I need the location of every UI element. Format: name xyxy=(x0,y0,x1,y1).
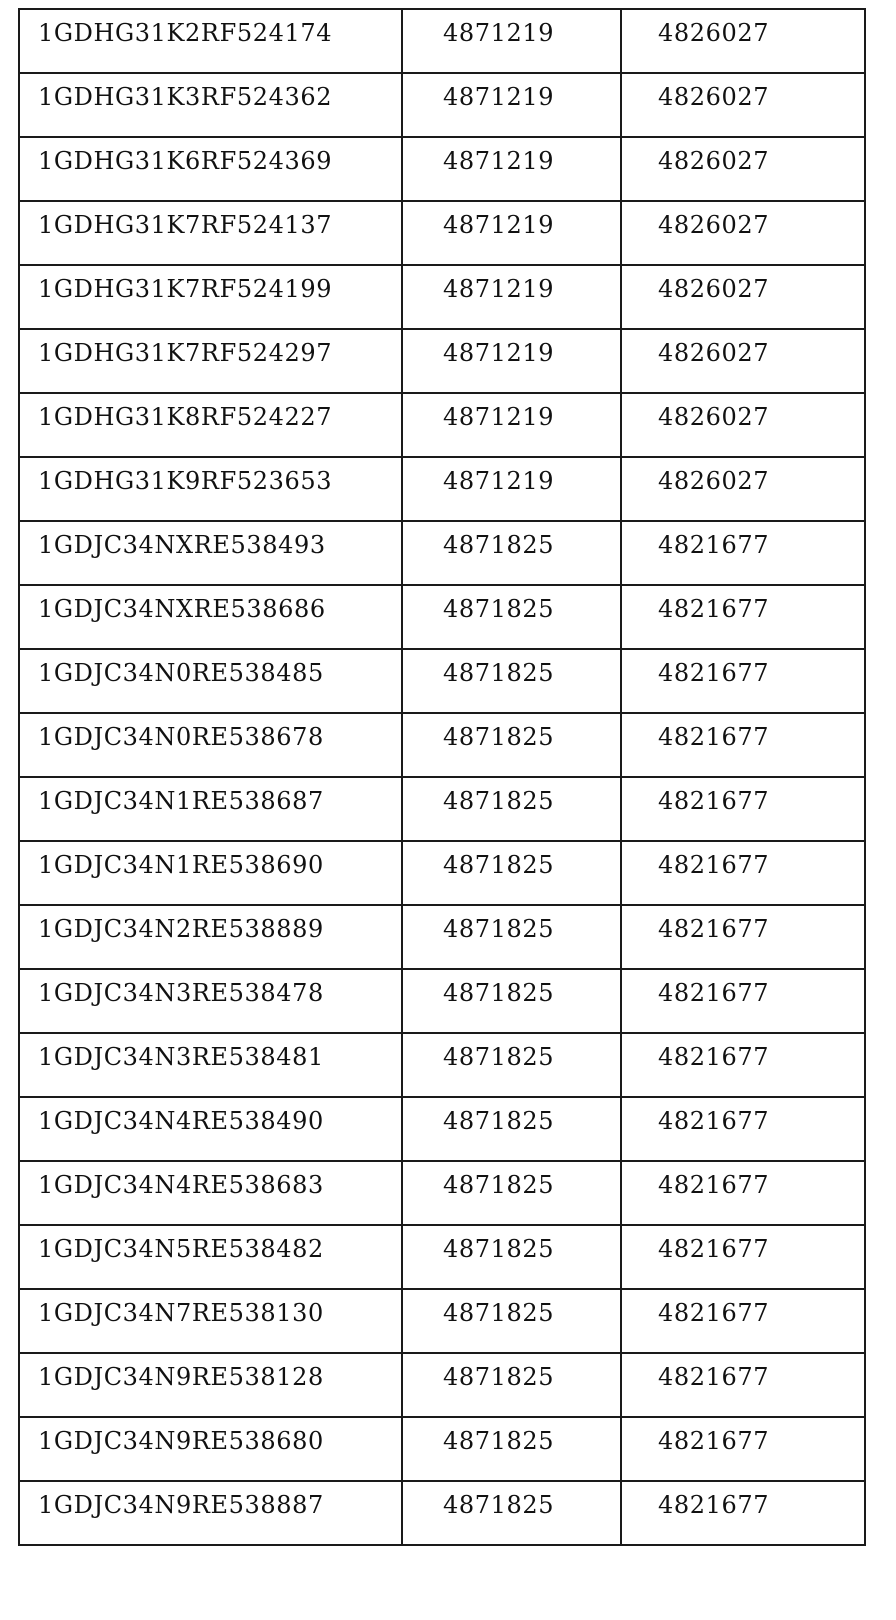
second-number-cell xyxy=(621,1353,865,1417)
cell-text: 4821677 xyxy=(658,1299,770,1327)
second-number-cell xyxy=(621,457,865,521)
vin-cell xyxy=(19,1033,402,1097)
first-number-cell xyxy=(402,1353,621,1417)
cell-text: 4821677 xyxy=(658,1171,770,1199)
table-row xyxy=(19,969,865,1033)
document-page xyxy=(18,8,864,1546)
table-row xyxy=(19,1097,865,1161)
first-number-cell xyxy=(402,73,621,137)
table-row xyxy=(19,1353,865,1417)
cell-text: 4871219 xyxy=(443,467,555,495)
cell-text: 4826027 xyxy=(658,403,770,431)
cell-text: 1GDJC34NXRE538493 xyxy=(38,531,326,559)
first-number-cell xyxy=(402,713,621,777)
cell-text: 4871825 xyxy=(443,851,555,879)
cell-text: 4821677 xyxy=(658,1235,770,1263)
first-number-cell xyxy=(402,841,621,905)
cell-text: 4821677 xyxy=(658,1043,770,1071)
vin-cell xyxy=(19,905,402,969)
vin-cell xyxy=(19,777,402,841)
vin-cell xyxy=(19,457,402,521)
table-row xyxy=(19,713,865,777)
vin-cell xyxy=(19,585,402,649)
table-row xyxy=(19,521,865,585)
first-number-cell xyxy=(402,905,621,969)
second-number-cell xyxy=(621,201,865,265)
vin-cell xyxy=(19,1289,402,1353)
cell-text: 4871825 xyxy=(443,979,555,1007)
cell-text: 1GDJC34N3RE538478 xyxy=(38,979,324,1007)
vin-cell xyxy=(19,329,402,393)
cell-text: 4821677 xyxy=(658,1427,770,1455)
second-number-cell xyxy=(621,649,865,713)
cell-text: 1GDJC34N0RE538485 xyxy=(38,659,324,687)
table-row xyxy=(19,1161,865,1225)
vin-cell xyxy=(19,1097,402,1161)
vin-cell xyxy=(19,1353,402,1417)
cell-text: 4871219 xyxy=(443,275,555,303)
cell-text: 4871219 xyxy=(443,211,555,239)
table-row xyxy=(19,1481,865,1545)
cell-text: 4826027 xyxy=(658,275,770,303)
vin-cell xyxy=(19,521,402,585)
cell-text: 4821677 xyxy=(658,1107,770,1135)
cell-text: 1GDJC34N4RE538490 xyxy=(38,1107,324,1135)
cell-text: 1GDJC34N9RE538680 xyxy=(38,1427,324,1455)
first-number-cell xyxy=(402,1289,621,1353)
first-number-cell xyxy=(402,9,621,73)
first-number-cell xyxy=(402,1417,621,1481)
table-row xyxy=(19,393,865,457)
cell-text: 4826027 xyxy=(658,339,770,367)
first-number-cell xyxy=(402,649,621,713)
cell-text: 4871219 xyxy=(443,403,555,431)
cell-text: 4871825 xyxy=(443,595,555,623)
cell-text: 1GDJC34N1RE538690 xyxy=(38,851,324,879)
first-number-cell xyxy=(402,969,621,1033)
cell-text: 4826027 xyxy=(658,19,770,47)
cell-text: 4826027 xyxy=(658,147,770,175)
cell-text: 4821677 xyxy=(658,915,770,943)
vin-cell xyxy=(19,1161,402,1225)
second-number-cell xyxy=(621,1289,865,1353)
vin-cell xyxy=(19,1225,402,1289)
table-row xyxy=(19,585,865,649)
table-row xyxy=(19,1033,865,1097)
cell-text: 4871825 xyxy=(443,1491,555,1519)
vin-cell xyxy=(19,73,402,137)
second-number-cell xyxy=(621,1225,865,1289)
cell-text: 4871825 xyxy=(443,659,555,687)
first-number-cell xyxy=(402,393,621,457)
vin-table xyxy=(18,8,866,1546)
first-number-cell xyxy=(402,777,621,841)
table-row xyxy=(19,329,865,393)
cell-text: 4821677 xyxy=(658,531,770,559)
cell-text: 1GDJC34N2RE538889 xyxy=(38,915,324,943)
second-number-cell xyxy=(621,777,865,841)
table-row xyxy=(19,457,865,521)
table-row xyxy=(19,1225,865,1289)
cell-text: 4821677 xyxy=(658,787,770,815)
second-number-cell xyxy=(621,329,865,393)
first-number-cell xyxy=(402,329,621,393)
cell-text: 1GDJC34N4RE538683 xyxy=(38,1171,324,1199)
cell-text: 4821677 xyxy=(658,851,770,879)
cell-text: 4871825 xyxy=(443,1363,555,1391)
cell-text: 1GDJC34N9RE538128 xyxy=(38,1363,324,1391)
first-number-cell xyxy=(402,201,621,265)
cell-text: 1GDHG31K9RF523653 xyxy=(38,467,333,495)
vin-cell xyxy=(19,393,402,457)
cell-text: 1GDHG31K7RF524137 xyxy=(38,211,333,239)
vin-cell xyxy=(19,841,402,905)
cell-text: 1GDJC34N1RE538687 xyxy=(38,787,324,815)
cell-text: 1GDJC34N7RE538130 xyxy=(38,1299,324,1327)
second-number-cell xyxy=(621,9,865,73)
cell-text: 4871825 xyxy=(443,1299,555,1327)
table-row xyxy=(19,73,865,137)
second-number-cell xyxy=(621,841,865,905)
table-row xyxy=(19,905,865,969)
cell-text: 1GDHG31K2RF524174 xyxy=(38,19,333,47)
vin-cell xyxy=(19,9,402,73)
cell-text: 4821677 xyxy=(658,979,770,1007)
first-number-cell xyxy=(402,585,621,649)
cell-text: 4821677 xyxy=(658,723,770,751)
cell-text: 4871219 xyxy=(443,339,555,367)
cell-text: 4871825 xyxy=(443,915,555,943)
first-number-cell xyxy=(402,521,621,585)
second-number-cell xyxy=(621,1417,865,1481)
first-number-cell xyxy=(402,265,621,329)
vin-cell xyxy=(19,969,402,1033)
cell-text: 4871219 xyxy=(443,19,555,47)
cell-text: 4821677 xyxy=(658,1363,770,1391)
cell-text: 4826027 xyxy=(658,211,770,239)
second-number-cell xyxy=(621,969,865,1033)
cell-text: 4871825 xyxy=(443,723,555,751)
cell-text: 4821677 xyxy=(658,595,770,623)
cell-text: 4871825 xyxy=(443,1427,555,1455)
cell-text: 1GDJC34N3RE538481 xyxy=(38,1043,324,1071)
vin-cell xyxy=(19,265,402,329)
second-number-cell xyxy=(621,393,865,457)
cell-text: 4871825 xyxy=(443,1235,555,1263)
first-number-cell xyxy=(402,1097,621,1161)
first-number-cell xyxy=(402,1225,621,1289)
cell-text: 1GDJC34NXRE538686 xyxy=(38,595,326,623)
cell-text: 4826027 xyxy=(658,83,770,111)
table-row xyxy=(19,649,865,713)
second-number-cell xyxy=(621,585,865,649)
first-number-cell xyxy=(402,1161,621,1225)
vin-cell xyxy=(19,1481,402,1545)
cell-text: 1GDHG31K7RF524297 xyxy=(38,339,333,367)
cell-text: 1GDJC34N5RE538482 xyxy=(38,1235,324,1263)
first-number-cell xyxy=(402,137,621,201)
second-number-cell xyxy=(621,73,865,137)
cell-text: 1GDJC34N9RE538887 xyxy=(38,1491,324,1519)
vin-cell xyxy=(19,649,402,713)
table-row xyxy=(19,777,865,841)
table-row xyxy=(19,201,865,265)
table-row xyxy=(19,137,865,201)
second-number-cell xyxy=(621,137,865,201)
table-row xyxy=(19,265,865,329)
vin-cell xyxy=(19,201,402,265)
cell-text: 1GDHG31K3RF524362 xyxy=(38,83,333,111)
table-row xyxy=(19,9,865,73)
second-number-cell xyxy=(621,1033,865,1097)
cell-text: 4821677 xyxy=(658,1491,770,1519)
cell-text: 4871219 xyxy=(443,83,555,111)
vin-cell xyxy=(19,713,402,777)
cell-text: 1GDHG31K8RF524227 xyxy=(38,403,333,431)
cell-text: 1GDHG31K7RF524199 xyxy=(38,275,333,303)
cell-text: 4871825 xyxy=(443,1107,555,1135)
cell-text: 4871825 xyxy=(443,787,555,815)
second-number-cell xyxy=(621,1481,865,1545)
table-row xyxy=(19,841,865,905)
first-number-cell xyxy=(402,1481,621,1545)
cell-text: 1GDJC34N0RE538678 xyxy=(38,723,324,751)
table-row xyxy=(19,1289,865,1353)
second-number-cell xyxy=(621,1161,865,1225)
first-number-cell xyxy=(402,457,621,521)
second-number-cell xyxy=(621,1097,865,1161)
second-number-cell xyxy=(621,521,865,585)
vin-cell xyxy=(19,1417,402,1481)
second-number-cell xyxy=(621,905,865,969)
second-number-cell xyxy=(621,713,865,777)
cell-text: 4871825 xyxy=(443,531,555,559)
cell-text: 4871825 xyxy=(443,1171,555,1199)
cell-text: 4821677 xyxy=(658,659,770,687)
table-row xyxy=(19,1417,865,1481)
cell-text: 4871825 xyxy=(443,1043,555,1071)
cell-text: 4871219 xyxy=(443,147,555,175)
vin-cell xyxy=(19,137,402,201)
first-number-cell xyxy=(402,1033,621,1097)
cell-text: 4826027 xyxy=(658,467,770,495)
vin-table-body xyxy=(19,9,865,1545)
cell-text: 1GDHG31K6RF524369 xyxy=(38,147,333,175)
second-number-cell xyxy=(621,265,865,329)
